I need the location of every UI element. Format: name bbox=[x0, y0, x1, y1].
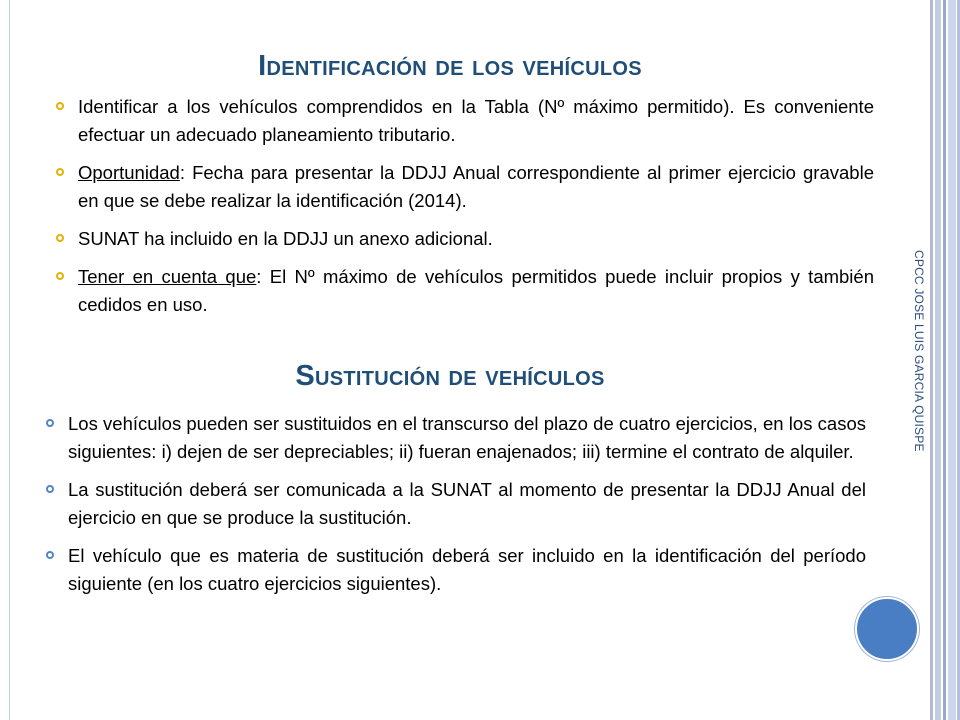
list-item: Identificar a los vehículos comprendidos en la Tabla (Nº máximo permitido). Es conveniente efectuar un adecuado planeamiento tributario. bbox=[78, 93, 874, 149]
underlined-label: Tener en cuenta que bbox=[78, 266, 257, 287]
list-item: La sustitución deberá ser comunicada a la SUNAT al momento de presentar la DDJJ Anual del ejercicio en que se produce la sustitución. bbox=[68, 476, 866, 532]
author-side-label: CPCC JOSE LUIS GARCIA QUISPE bbox=[912, 250, 926, 452]
right-decorative-stripes bbox=[930, 0, 960, 720]
list-item: Oportunidad: Fecha para presentar la DDJJ Anual correspondiente al primer ejercicio gravable en que se debe realizar la identificación (2014). bbox=[78, 159, 874, 215]
circle-bullet-icon bbox=[56, 102, 64, 110]
circle-bullet-icon bbox=[46, 485, 54, 493]
list-item: Tener en cuenta que: El Nº máximo de vehículos permitidos puede incluir propios y también cedidos en uso. bbox=[78, 263, 874, 319]
circle-bullet-icon bbox=[46, 419, 54, 427]
sustitucion-list bbox=[68, 410, 866, 598]
circle-bullet-icon bbox=[56, 234, 64, 242]
circle-bullet-icon bbox=[56, 272, 64, 280]
section-title-identificacion: Identificación de los vehículos bbox=[258, 50, 642, 82]
decorative-circle bbox=[855, 597, 919, 661]
list-item: Los vehículos pueden ser sustituidos en el transcurso del plazo de cuatro ejercicios, en los casos siguientes: i) dejen de ser depreciables; ii) fueran enajenados; iii) termine el contrato de alquiler. bbox=[68, 410, 866, 466]
circle-bullet-icon bbox=[46, 551, 54, 559]
section-title-sustitucion: Sustitución de vehículos bbox=[295, 360, 605, 392]
list-item: El vehículo que es materia de sustitución deberá ser incluido en la identificación del período siguiente (en los cuatro ejercicios siguientes). bbox=[68, 542, 866, 598]
list-item: SUNAT ha incluido en la DDJJ un anexo adicional. bbox=[78, 225, 874, 253]
identificacion-list bbox=[78, 93, 874, 319]
underlined-label: Oportunidad bbox=[78, 162, 180, 183]
circle-bullet-icon bbox=[56, 168, 64, 176]
